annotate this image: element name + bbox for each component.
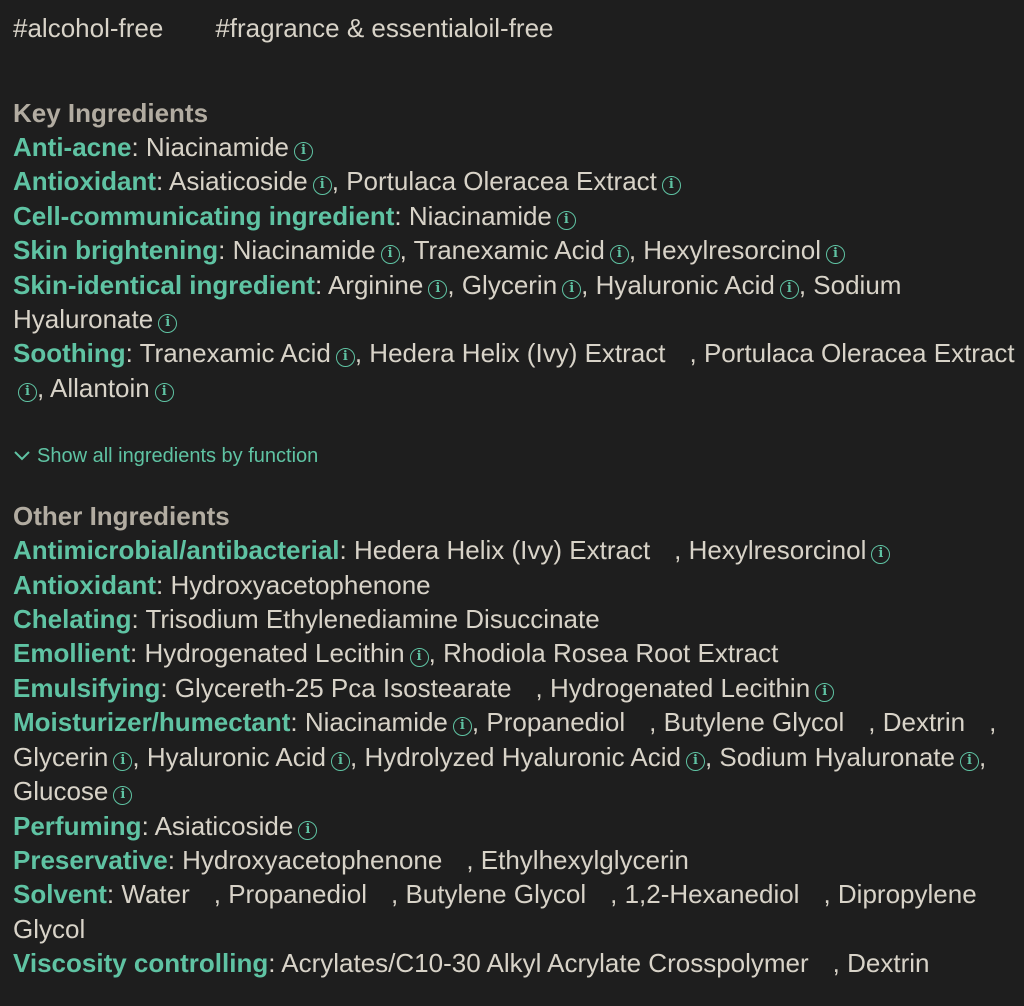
- ingredient-name[interactable]: Acrylates/C10-30 Alkyl Acrylate Crosspolymer: [281, 948, 809, 979]
- function-label[interactable]: Antioxidant: [13, 569, 156, 600]
- ingredient-name[interactable]: Propanediol: [486, 707, 626, 738]
- ingredient-function-row: Emulsifying: Glycereth-25 Pca Isostearate , Hydrogenated Lecithin i: [13, 671, 1018, 705]
- ingredient-function-row: Skin-identical ingredient: Arginine i , Glycerin i , Hyaluronic Acid i , Sodium Hyaluronate i: [13, 269, 902, 335]
- icon-placeholder: [625, 721, 649, 731]
- ingredient-name[interactable]: Hedera Helix (Ivy) Extract: [369, 338, 666, 369]
- function-label[interactable]: Antimicrobial/antibacterial: [13, 535, 340, 566]
- ingredient-name[interactable]: Niacinamide: [304, 707, 448, 738]
- info-circle-icon[interactable]: i: [815, 683, 834, 702]
- info-circle-icon[interactable]: i: [557, 211, 576, 230]
- ingredient-name[interactable]: Hydrogenated Lecithin: [549, 672, 811, 703]
- ingredient-name[interactable]: Asiaticoside: [154, 810, 294, 841]
- function-label[interactable]: Emollient: [13, 638, 131, 669]
- ingredient-name[interactable]: Tranexamic Acid: [139, 338, 331, 369]
- info-circle-icon[interactable]: i: [960, 752, 979, 771]
- ingredient-function-row: Antimicrobial/antibacterial: Hedera Helix (Ivy) Extract , Hexylresorcinol i: [13, 533, 1018, 567]
- ingredient-name[interactable]: Niacinamide: [145, 132, 289, 162]
- icon-placeholder: [586, 893, 610, 903]
- info-circle-icon[interactable]: i: [158, 314, 177, 333]
- icon-placeholder: [809, 962, 833, 972]
- icon-placeholder: [190, 893, 214, 903]
- function-label[interactable]: Perfuming: [13, 810, 142, 841]
- ingredient-name[interactable]: Ethylhexylglycerin: [480, 844, 689, 875]
- ingredient-function-row: Moisturizer/humectant: Niacinamide i , Propanediol , Butylene Glycol , Dextrin , Glycerin i , Hyaluronic Acid i , Hydrolyzed Hyaluronic Acid i , Sodium Hyaluronate i , Glucose i: [13, 707, 997, 807]
- function-label[interactable]: Viscosity controlling: [13, 948, 269, 979]
- info-circle-icon[interactable]: i: [298, 821, 317, 840]
- ingredient-function-row: Emollient: Hydrogenated Lecithin i , Rhodiola Rosea Root Extract: [13, 638, 779, 669]
- ingredient-name[interactable]: Hydrogenated Lecithin: [144, 638, 405, 669]
- ingredient-function-row: Perfuming: Asiaticoside i: [13, 809, 1018, 843]
- info-circle-icon[interactable]: i: [610, 245, 629, 264]
- function-label[interactable]: Solvent: [13, 879, 107, 910]
- ingredient-name[interactable]: Dextrin: [882, 707, 966, 738]
- ingredient-name[interactable]: 1,2-Hexanediol: [624, 879, 800, 910]
- icon-placeholder: [650, 549, 674, 559]
- icon-placeholder: [965, 721, 989, 731]
- icon-placeholder: [799, 893, 823, 903]
- tag-row: [13, 10, 1024, 48]
- ingredient-name[interactable]: Water: [121, 879, 190, 910]
- ingredient-name[interactable]: Hedera Helix (Ivy) Extract: [353, 535, 651, 566]
- ingredient-function-row: Soothing: Tranexamic Acid i , Hedera Helix (Ivy) Extract , Portulaca Oleracea Extracti , Allantoin i: [13, 338, 1015, 403]
- function-label[interactable]: Emulsifying: [13, 672, 161, 703]
- ingredient-name[interactable]: Arginine: [327, 269, 424, 300]
- ingredient-name[interactable]: Trisodium Ethylenediamine Disuccinate: [145, 604, 600, 635]
- key-ingredients-list: [13, 130, 1024, 405]
- ingredient-name[interactable]: Glycerin: [13, 741, 109, 772]
- info-circle-icon[interactable]: i: [428, 280, 447, 299]
- info-circle-icon[interactable]: i: [331, 752, 350, 771]
- function-label[interactable]: Preservative: [13, 844, 168, 875]
- ingredient-name[interactable]: Dextrin: [847, 948, 930, 979]
- ingredient-function-row: Cell-communicating ingredient: Niacinamide i: [13, 199, 1018, 233]
- ingredient-name[interactable]: Propanediol: [228, 879, 367, 910]
- info-circle-icon[interactable]: i: [113, 752, 132, 771]
- ingredient-name[interactable]: Butylene Glycol: [405, 879, 587, 910]
- info-circle-icon[interactable]: i: [410, 648, 429, 667]
- info-circle-icon[interactable]: i: [313, 176, 332, 195]
- ingredient-function-row: Antioxidant: Asiaticoside i , Portulaca Oleracea Extract i: [13, 164, 1018, 198]
- key-ingredients-title: Key Ingredients: [13, 98, 209, 128]
- info-circle-icon[interactable]: i: [381, 245, 400, 264]
- ingredient-name[interactable]: Niacinamide: [232, 235, 376, 266]
- function-label[interactable]: Anti-acne: [13, 132, 132, 162]
- ingredient-name[interactable]: Hyaluronic Acid: [146, 741, 327, 772]
- info-circle-icon[interactable]: i: [780, 280, 799, 299]
- chevron-down-icon: [13, 449, 31, 463]
- function-label[interactable]: Moisturizer/humectant: [13, 707, 291, 738]
- ingredient-function-row: Chelating: Trisodium Ethylenediamine Disuccinate: [13, 604, 600, 635]
- icon-placeholder: [442, 859, 466, 869]
- ingredient-name[interactable]: Sodium Hyaluronate: [13, 269, 902, 335]
- ingredient-name[interactable]: Hyaluronic Acid: [595, 269, 775, 300]
- icon-placeholder: [367, 893, 391, 903]
- ingredient-function-row: Antioxidant: Hydroxyacetophenone: [13, 569, 431, 600]
- ingredient-name[interactable]: Glycereth-25 Pca Isostearate: [174, 672, 512, 703]
- function-label[interactable]: Skin-identical ingredient: [13, 269, 315, 300]
- ingredient-name[interactable]: Sodium Hyaluronate: [719, 741, 955, 772]
- ingredient-name[interactable]: Portulaca Oleracea Extract: [346, 166, 657, 197]
- icon-placeholder: [844, 721, 868, 731]
- tag-alcohol-free[interactable]: #alcohol-free: [13, 13, 164, 43]
- ingredient-function-row: Viscosity controlling: Acrylates/C10-30 Alkyl Acrylate Crosspolymer , Dextrin: [13, 948, 930, 979]
- info-circle-icon[interactable]: i: [18, 383, 37, 402]
- icon-placeholder: [665, 352, 689, 362]
- function-label[interactable]: Chelating: [13, 604, 132, 635]
- ingredient-name[interactable]: Dipropylene Glycol: [13, 879, 977, 944]
- ingredient-name[interactable]: Niacinamide: [408, 200, 552, 231]
- ingredient-name[interactable]: Hydrolyzed Hyaluronic Acid: [364, 741, 681, 772]
- info-circle-icon[interactable]: i: [155, 383, 174, 402]
- ingredient-name[interactable]: Glycerin: [461, 269, 558, 300]
- info-circle-icon[interactable]: i: [871, 545, 890, 564]
- other-ingredients-title: Other Ingredients: [13, 501, 230, 532]
- ingredient-name[interactable]: Butylene Glycol: [663, 707, 845, 738]
- function-label[interactable]: Soothing: [13, 338, 126, 369]
- ingredient-function-row: Solvent: Water , Propanediol , Butylene Glycol , 1,2-Hexanediol , Dipropylene Glycol: [13, 879, 977, 944]
- function-label[interactable]: Antioxidant: [13, 166, 156, 197]
- info-circle-icon[interactable]: i: [336, 348, 355, 367]
- function-label[interactable]: Cell-communicating ingredient: [13, 200, 395, 231]
- other-ingredients-list: [13, 533, 1024, 980]
- show-all-label: Show all ingredients by function: [37, 445, 319, 468]
- info-circle-icon[interactable]: i: [562, 280, 581, 299]
- ingredient-name[interactable]: Glucose: [13, 776, 109, 807]
- ingredient-name[interactable]: Asiaticoside: [169, 166, 308, 197]
- ingredient-name[interactable]: Rhodiola Rosea Root Extract: [443, 638, 779, 669]
- ingredient-name[interactable]: Portulaca Oleracea Extract: [703, 338, 1015, 369]
- function-label[interactable]: Skin brightening: [13, 235, 219, 266]
- info-circle-icon[interactable]: i: [662, 176, 681, 195]
- ingredient-function-row: Anti-acne: Niacinamide i: [13, 130, 1018, 164]
- info-circle-icon[interactable]: i: [686, 752, 705, 771]
- ingredient-name[interactable]: Hydroxyacetophenone: [182, 844, 443, 875]
- ingredient-name[interactable]: Allantoin: [50, 372, 150, 403]
- ingredient-name[interactable]: Hexylresorcinol: [643, 235, 822, 266]
- ingredient-name[interactable]: Tranexamic Acid: [413, 235, 605, 266]
- ingredient-function-row: Preservative: Hydroxyacetophenone , Ethylhexylglycerin: [13, 844, 689, 875]
- ingredient-name[interactable]: Hydroxyacetophenone: [170, 569, 431, 600]
- info-circle-icon[interactable]: i: [294, 142, 313, 161]
- info-circle-icon[interactable]: i: [826, 245, 845, 264]
- info-circle-icon[interactable]: i: [113, 786, 132, 805]
- show-all-functions-button[interactable]: [13, 439, 1024, 473]
- icon-placeholder: [512, 687, 536, 697]
- tag-fragrance-free[interactable]: #fragrance & essentialoil-free: [215, 13, 554, 43]
- info-circle-icon[interactable]: i: [453, 717, 472, 736]
- ingredient-function-row: Skin brightening: Niacinamide i , Tranexamic Acid i , Hexylresorcinol i: [13, 233, 1018, 267]
- ingredient-name[interactable]: Hexylresorcinol: [688, 535, 867, 566]
